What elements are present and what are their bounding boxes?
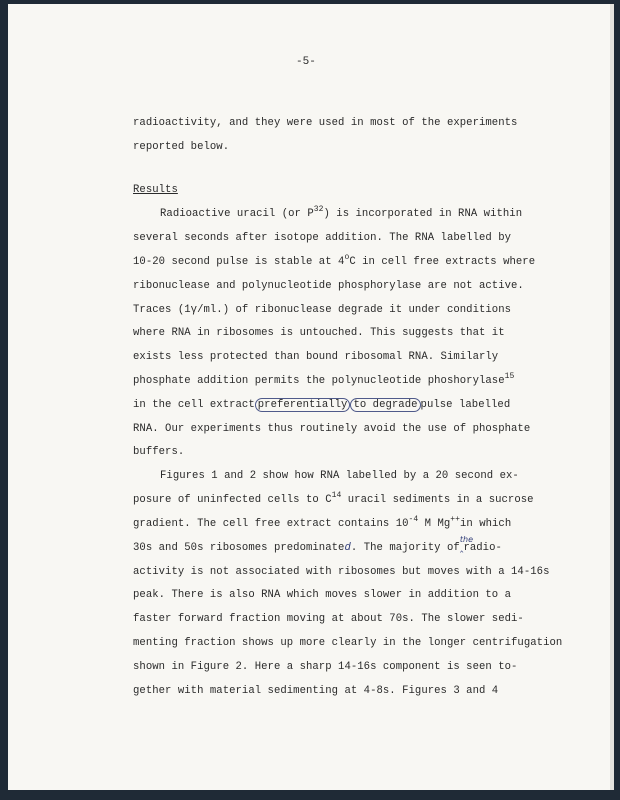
text-line: menting fraction shows up more clearly in the longer centrifugation (133, 637, 563, 649)
text-line: Radioactive uracil (or $P^{32}$) is incorporated in RNA within (160, 205, 523, 220)
handwritten-annotation: preferentially (255, 398, 351, 412)
text-line: reported below. (133, 141, 230, 153)
text-line: phosphate addition permits the polynucleotide phoshorylase$^{15}$ (133, 372, 515, 387)
section-heading: Results (133, 184, 178, 196)
text-line: posure of uninfected cells to $C^{14}$ uracil sediments in a sucrose (133, 491, 534, 506)
handwritten-annotation: to degrade (350, 398, 420, 412)
handwritten-insertion: the (459, 535, 474, 544)
text-line: radioactivity, and they were used in most of the experiments (133, 117, 518, 129)
text-line: buffers. (133, 446, 185, 458)
document-page (8, 4, 614, 790)
text-line: Figures 1 and 2 show how RNA labelled by a 20 second ex- (160, 470, 519, 482)
insertion-caret: ‸ the (459, 535, 474, 554)
text-line: gether with material sedimenting at 4-8s. Figures 3 and 4 (133, 685, 499, 697)
text-line: exists less protected than bound ribosomal RNA. Similarly (133, 351, 499, 363)
text-line: gradient. The cell free extract contains $10^{-4}$ M Mg++in which (133, 515, 512, 530)
text-line: 10-20 second pulse is stable at 4$^o$C in cell free extracts where (133, 253, 536, 268)
text-line: ribonuclease and polynucleotide phosphorylase are not active. (133, 280, 524, 292)
text-line: 30s and 50s ribosomes predominated. The majority of‸ the radio- (133, 535, 502, 554)
handwritten-correction: d (344, 542, 351, 554)
text-line: RNA. Our experiments thus routinely avoid the use of phosphate (133, 423, 531, 435)
text-line: Traces (1γ/ml.) of ribonuclease degrade it under conditions (133, 304, 512, 316)
text-line: faster forward fraction moving at about 70s. The slower sedi- (133, 613, 524, 625)
text-line: several seconds after isotope addition. The RNA labelled by (133, 232, 512, 244)
text-line: where RNA in ribosomes is untouched. This suggests that it (133, 327, 505, 339)
text-line: in the cell extract preferentially to degrade pulse labelled (133, 399, 511, 411)
text-line: activity is not associated with ribosomes but moves with a 14-16s (133, 566, 550, 578)
page-number: -5- (296, 56, 316, 68)
text-line: shown in Figure 2. Here a sharp 14-16s component is seen to- (133, 661, 518, 673)
text-line: peak. There is also RNA which moves slower in addition to a (133, 589, 512, 601)
